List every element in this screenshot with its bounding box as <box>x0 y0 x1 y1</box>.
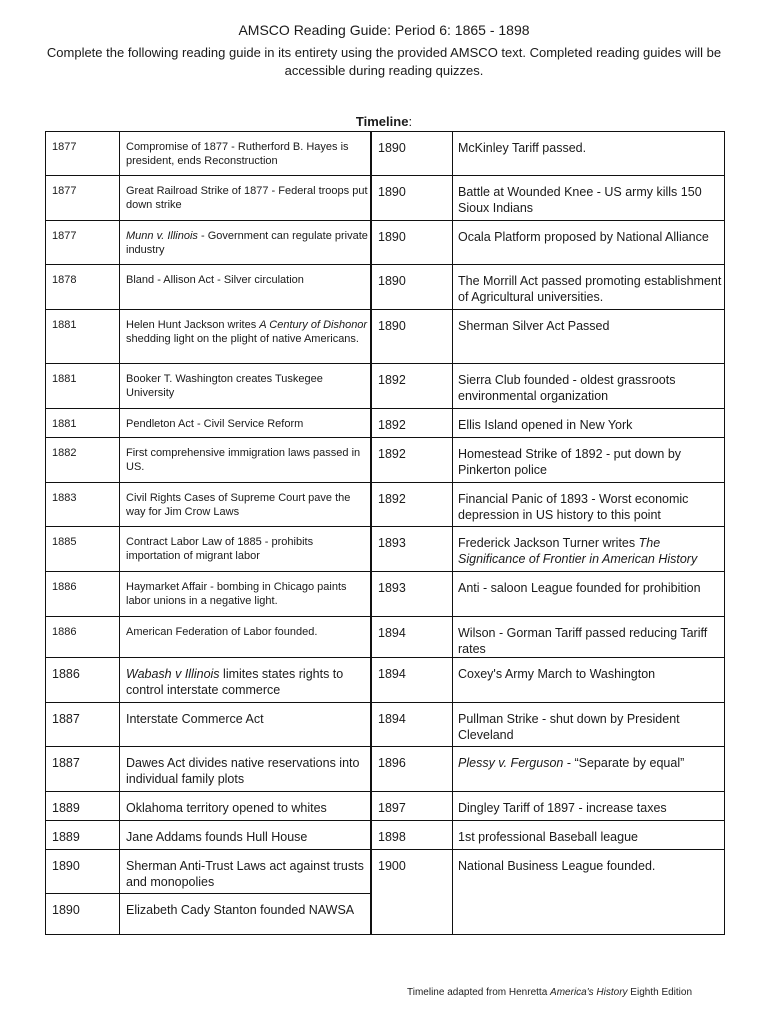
timeline-year: 1890 <box>378 274 406 288</box>
timeline-heading <box>0 114 768 129</box>
timeline-event <box>458 580 722 596</box>
timeline-year: 1881 <box>52 373 77 385</box>
timeline-year: 1882 <box>52 447 77 459</box>
timeline-year: 1886 <box>52 667 80 681</box>
timeline-event <box>458 318 722 334</box>
timeline-label: Timeline <box>355 114 409 129</box>
event-text-post: McKinley Tariff passed. <box>458 141 587 155</box>
event-text-post: Interstate Commerce Act <box>126 712 264 726</box>
timeline-row <box>372 175 724 220</box>
timeline-year: 1877 <box>52 141 77 153</box>
timeline-year: 1878 <box>52 274 77 286</box>
timeline-year: 1877 <box>52 185 77 197</box>
timeline-year: 1887 <box>52 756 80 770</box>
event-text-post: Anti - saloon League founded for prohibition <box>458 581 701 595</box>
event-text-post: Booker T. Washington creates Tuskegee University <box>126 373 323 399</box>
timeline-year: 1890 <box>52 903 80 917</box>
event-text-post: Sierra Club founded - oldest grassroots environmental organization <box>458 373 676 403</box>
timeline-event <box>126 625 368 639</box>
timeline-year: 1898 <box>378 830 406 844</box>
timeline-year: 1890 <box>378 185 406 199</box>
timeline-row <box>46 526 370 571</box>
timeline-row <box>372 131 724 175</box>
timeline-year: 1892 <box>378 373 406 387</box>
event-text-post: Bland - Allison Act - Silver circulation <box>126 274 304 286</box>
timeline-event <box>126 140 368 168</box>
timeline-year: 1877 <box>52 230 77 242</box>
timeline-row <box>372 482 724 526</box>
timeline-row <box>46 175 370 220</box>
event-text-post: Oklahoma territory opened to whites <box>126 801 327 815</box>
timeline-row <box>372 437 724 482</box>
timeline-row <box>46 791 370 820</box>
timeline-event <box>126 902 368 918</box>
timeline-year: 1894 <box>378 667 406 681</box>
event-text-post: Jane Addams founds Hull House <box>126 830 308 844</box>
timeline-event <box>126 800 368 816</box>
timeline-row <box>46 408 370 437</box>
timeline-row <box>46 893 370 935</box>
timeline-year: 1896 <box>378 756 406 770</box>
timeline-event <box>126 535 368 563</box>
timeline-row <box>372 657 724 702</box>
timeline-event <box>458 140 722 156</box>
column-divider <box>119 131 120 935</box>
timeline-event <box>458 417 722 433</box>
event-text-post: Ellis Island opened in New York <box>458 418 633 432</box>
event-text-it: Munn v. Illinois <box>126 230 198 242</box>
timeline-event <box>126 858 368 890</box>
timeline-year: 1894 <box>378 626 406 640</box>
timeline-event <box>126 580 368 608</box>
event-text-it: A Century of Dishonor <box>259 319 368 331</box>
timeline-row <box>46 220 370 264</box>
timeline-event <box>126 318 368 346</box>
event-text-post: Dingley Tariff of 1897 - increase taxes <box>458 801 667 815</box>
timeline-table <box>45 131 725 935</box>
timeline-event <box>458 184 722 216</box>
timeline-year: 1881 <box>52 319 77 331</box>
instructions: Complete the following reading guide in its entirety using the provided AMSCO text. Completed reading guides will be accessible during reading quizzes. <box>46 45 722 78</box>
timeline-row <box>46 264 370 309</box>
timeline-event <box>126 184 368 212</box>
timeline-row <box>372 309 724 363</box>
timeline-row <box>46 437 370 482</box>
timeline-year: 1894 <box>378 712 406 726</box>
timeline-row <box>372 571 724 616</box>
event-text-post: The Morrill Act passed promoting establishment of Agricultural universities. <box>458 274 722 304</box>
timeline-row <box>46 309 370 363</box>
timeline-year: 1890 <box>52 859 80 873</box>
timeline-colon: : <box>408 114 413 129</box>
timeline-event <box>126 711 368 727</box>
event-text-post: Elizabeth Cady Stanton founded NAWSA <box>126 903 355 917</box>
timeline-year: 1897 <box>378 801 406 815</box>
timeline-row <box>372 820 724 849</box>
event-text-post: American Federation of Labor founded. <box>126 626 318 638</box>
timeline-row <box>46 131 370 175</box>
page-title: AMSCO Reading Guide: Period 6: 1865 - 1898 <box>238 22 530 38</box>
event-text-post: Coxey's Army March to Washington <box>458 667 656 681</box>
event-text-pre: Frederick Jackson Turner writes <box>458 536 639 550</box>
event-text-post: Wilson - Gorman Tariff passed reducing Tariff rates <box>458 626 708 656</box>
timeline-row <box>46 363 370 408</box>
timeline-event <box>458 372 722 404</box>
footnote-book: America's History <box>550 987 628 998</box>
timeline-event <box>458 800 722 816</box>
event-text-post: limites states rights to control interstate commerce <box>126 667 344 697</box>
timeline-year: 1889 <box>52 830 80 844</box>
timeline-row <box>372 746 724 791</box>
timeline-event <box>126 446 368 474</box>
event-text-it: The Significance of Frontier in American History <box>458 536 698 566</box>
timeline-event <box>126 417 368 431</box>
timeline-row <box>372 791 724 820</box>
event-text-post: Dawes Act divides native reservations into individual family plots <box>126 756 360 786</box>
event-text-post: Contract Labor Law of 1885 - prohibits importation of migrant labor <box>126 536 314 562</box>
timeline-year: 1892 <box>378 492 406 506</box>
event-text-post: National Business League founded. <box>458 859 656 873</box>
timeline-year: 1887 <box>52 712 80 726</box>
timeline-event <box>126 372 368 400</box>
timeline-event <box>126 229 368 257</box>
event-text-post: Pendleton Act - Civil Service Reform <box>126 418 304 430</box>
timeline-year: 1892 <box>378 418 406 432</box>
event-text-post: Financial Panic of 1893 - Worst economic depression in US history to this point <box>458 492 689 522</box>
timeline-event <box>458 446 722 478</box>
timeline-year: 1889 <box>52 801 80 815</box>
event-text-post: Haymarket Affair - bombing in Chicago paints labor unions in a negative light. <box>126 581 347 607</box>
timeline-event <box>458 829 722 845</box>
event-text-post: shedding light on the plight of native Americans. <box>126 333 359 345</box>
timeline-year: 1883 <box>52 492 77 504</box>
timeline-event <box>458 858 722 874</box>
timeline-event <box>126 829 368 845</box>
timeline-year: 1893 <box>378 536 406 550</box>
timeline-year: 1881 <box>52 418 77 430</box>
timeline-row <box>46 820 370 849</box>
timeline-row <box>46 482 370 526</box>
timeline-year: 1886 <box>52 581 77 593</box>
source-footnote <box>407 987 692 998</box>
timeline-row <box>372 220 724 264</box>
timeline-event <box>458 229 722 245</box>
timeline-event <box>458 273 722 305</box>
event-text-post: 1st professional Baseball league <box>458 830 638 844</box>
event-text-post: Sherman Silver Act Passed <box>458 319 610 333</box>
timeline-row <box>372 363 724 408</box>
timeline-event <box>458 666 722 682</box>
timeline-event <box>458 755 722 771</box>
column-divider <box>452 131 453 935</box>
event-text-post: Pullman Strike - shut down by President Cleveland <box>458 712 680 742</box>
event-text-pre: Helen Hunt Jackson writes <box>126 319 260 331</box>
timeline-left-column <box>45 131 371 935</box>
event-text-it: Wabash v Illinois <box>126 667 220 681</box>
timeline-year: 1890 <box>378 141 406 155</box>
timeline-right-column <box>371 131 725 935</box>
timeline-row <box>46 702 370 746</box>
footnote-post: Eighth Edition <box>627 987 693 998</box>
timeline-row <box>372 702 724 746</box>
event-text-post: Ocala Platform proposed by National Alliance <box>458 230 709 244</box>
event-text-post: Compromise of 1877 - Rutherford B. Hayes is president, ends Reconstruction <box>126 141 349 167</box>
timeline-year: 1892 <box>378 447 406 461</box>
timeline-row <box>46 849 370 893</box>
timeline-row <box>372 849 724 935</box>
event-text-post: Sherman Anti-Trust Laws act against trusts and monopolies <box>126 859 364 889</box>
event-text-post: - Government can regulate private industry <box>126 230 368 256</box>
timeline-row <box>372 616 724 657</box>
timeline-row <box>372 408 724 437</box>
event-text-post: Battle at Wounded Knee - US army kills 150 Sioux Indians <box>458 185 702 215</box>
timeline-row <box>46 616 370 657</box>
timeline-year: 1890 <box>378 230 406 244</box>
timeline-year: 1893 <box>378 581 406 595</box>
timeline-year: 1890 <box>378 319 406 333</box>
event-text-post: Civil Rights Cases of Supreme Court pave the way for Jim Crow Laws <box>126 492 351 518</box>
timeline-event <box>126 755 368 787</box>
timeline-event <box>126 491 368 519</box>
timeline-row <box>46 746 370 791</box>
event-text-post: Homestead Strike of 1892 - put down by Pinkerton police <box>458 447 682 477</box>
event-text-post: Great Railroad Strike of 1877 - Federal troops put down strike <box>126 185 368 211</box>
timeline-event <box>458 491 722 523</box>
timeline-year: 1900 <box>378 859 406 873</box>
event-text-post: - “Separate by equal” <box>563 756 685 770</box>
event-text-it: Plessy v. Ferguson <box>458 756 564 770</box>
event-text-post: First comprehensive immigration laws passed in US. <box>126 447 361 473</box>
timeline-row <box>46 571 370 616</box>
timeline-year: 1886 <box>52 626 77 638</box>
timeline-event <box>126 666 368 698</box>
timeline-event <box>458 711 722 743</box>
timeline-event <box>458 535 722 567</box>
timeline-row <box>372 526 724 571</box>
timeline-year: 1885 <box>52 536 77 548</box>
timeline-event <box>126 273 368 287</box>
timeline-row <box>372 264 724 309</box>
timeline-row <box>46 657 370 702</box>
timeline-event <box>458 625 722 657</box>
footnote-pre: Timeline adapted from Henretta <box>407 987 551 998</box>
